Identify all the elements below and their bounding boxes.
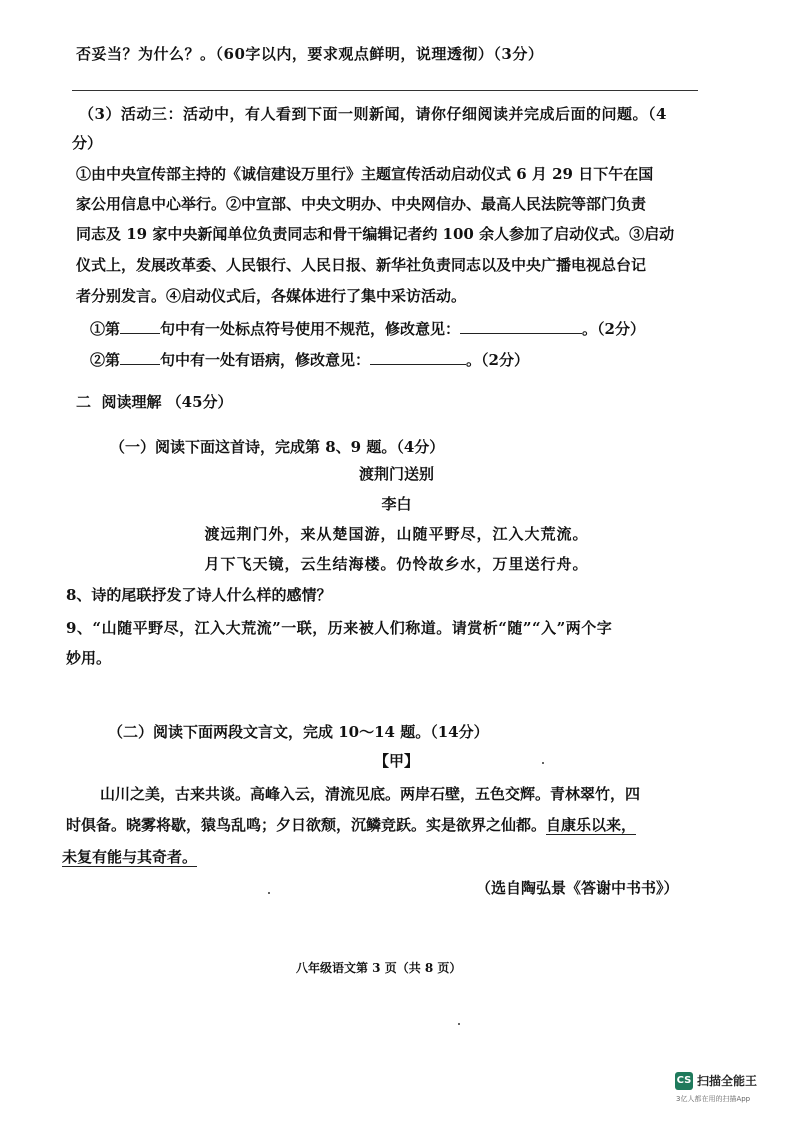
sub1-mid: 句中有一处标点符号使用不规范，修改意见： (160, 320, 461, 338)
sub2-mid: 句中有一处有语病，修改意见： (160, 351, 371, 369)
news-line-2: 家公用信息中心举行。②中宣部、中央文明办、中央网信办、最高人民法院等部门负责 (76, 195, 647, 213)
q3-heading-line2: 分） (72, 134, 103, 152)
question-8: 8、诗的尾联抒发了诗人什么样的感情？ (66, 586, 332, 604)
sub2-end: 。（2分） (466, 351, 529, 369)
scan-speck (268, 892, 270, 894)
watermark-app-name: 扫描全能王 (697, 1074, 758, 1088)
sub1-prefix: ①第 (90, 320, 121, 338)
news-line-4: 仪式上，发展改革委、人民银行、人民日报、新华社负责同志以及中央广播电视总台记 (76, 256, 647, 274)
classical-line-2-main: 时俱备。晓雾将歇，猿鸟乱鸣；夕日欲颓，沉鳞竞跃。实是欲界之仙都。 (66, 816, 547, 834)
sub1-blank-sentence[interactable] (120, 317, 160, 334)
answer-line (72, 90, 698, 91)
poem-title: 渡荆门送别 (358, 465, 434, 483)
sub2-prefix: ②第 (90, 351, 121, 369)
sub1-end: 。（2分） (582, 320, 645, 338)
news-line-1: ①由中央宣传部主持的《诚信建设万里行》主题宣传活动启动仪式 6 月 29 日下午在国 (76, 165, 654, 183)
part-2-title: （二）阅读下面两段文言文，完成 10～14 题。（14分） (108, 723, 489, 741)
page-footer: 八年级语文第 3 页（共 8 页） (296, 961, 462, 975)
q3-heading-line1: （3）活动三：活动中，有人看到下面一则新闻，请你仔细阅读并完成后面的问题。（4 (79, 105, 667, 123)
news-line-3: 同志及 19 家中央新闻单位负责同志和骨干编辑记者约 100 余人参加了启动仪式。③启动 (76, 225, 675, 243)
sub-question-1 (90, 317, 645, 339)
question-9-line1: 9、“山随平野尽，江入大荒流”一联，历来被人们称道。请赏析“随”“入”两个字 (66, 619, 613, 637)
scan-speck (458, 1023, 460, 1025)
classical-line-1: 山川之美，古来共谈。高峰入云，清流见底。两岸石壁，五色交辉。青林翠竹，四 (100, 785, 641, 803)
camscanner-logo-icon: CS (675, 1072, 693, 1090)
sub1-blank-answer[interactable] (460, 317, 582, 334)
jia-label: 【甲】 (373, 752, 419, 770)
news-line-5: 者分别发言。④启动仪式后，各媒体进行了集中采访活动。 (76, 287, 467, 305)
source-citation: （选自陶弘景《答谢中书书》） (476, 879, 679, 897)
scan-speck (542, 762, 544, 764)
poem-line-2: 月下飞天镜，云生结海楼。仍怜故乡水，万里送行舟。 (204, 555, 589, 573)
classical-underlined-part-2: 未复有能与其奇者。 (62, 848, 198, 866)
watermark-tagline: 3亿人都在用的扫描App (676, 1095, 751, 1103)
classical-line-3 (62, 847, 197, 867)
classical-line-2 (66, 815, 636, 835)
part-1-title: （一）阅读下面这首诗，完成第 8、9 题。（4分） (110, 438, 445, 456)
sub2-blank-answer[interactable] (370, 348, 466, 365)
sub2-blank-sentence[interactable] (120, 348, 160, 365)
classical-underlined-part-1: 自康乐以来， (546, 816, 637, 834)
poem-author: 李白 (381, 495, 412, 513)
q2-tail-text: 否妥当？为什么？。（60字以内，要求观点鲜明，说理透彻）（3分） (76, 45, 544, 63)
sub-question-2 (90, 348, 529, 370)
poem-line-1: 渡远荆门外，来从楚国游，山随平野尽，江入大荒流。 (204, 525, 589, 543)
question-9-line2: 妙用。 (66, 649, 112, 667)
section-2-title: 二 阅读理解 （45分） (76, 393, 233, 411)
